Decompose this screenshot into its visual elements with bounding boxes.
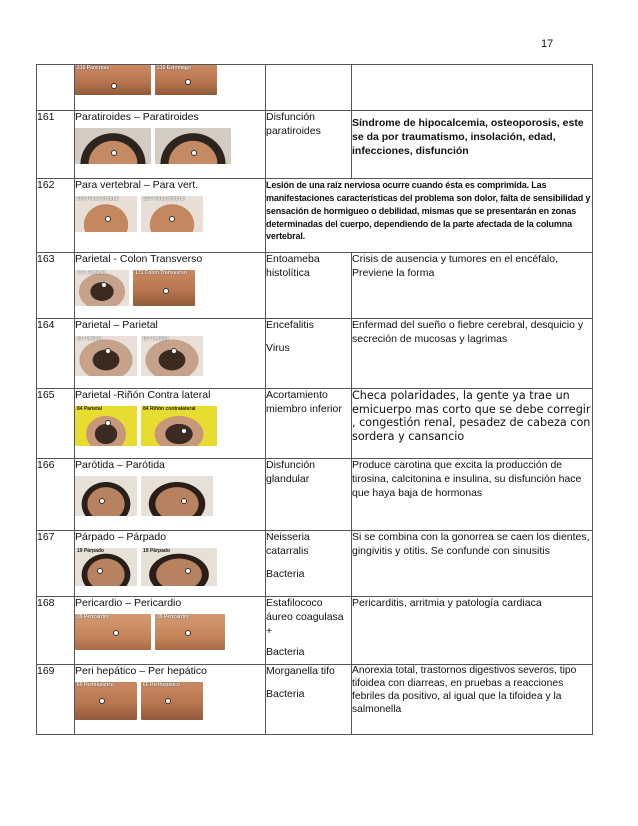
point-photo [75,476,137,516]
table-row [37,665,593,735]
point-photo: 256 Paravertebral [75,196,137,232]
row-number: 169 [37,665,75,735]
symptoms: Enfermad del sueño o fiebre cerebral, desquicio y secreción de mucosas y lagrimas [352,319,593,389]
point-photo: 39 Pericardio [75,614,151,650]
table-row [37,253,593,319]
point-pair-name: Parótida – Parótida [75,459,165,471]
page-number: 17 [541,38,554,50]
pathogen-type: Bacteria [266,687,305,700]
point-photo [155,128,231,164]
point-photo: 39 Pericardio [155,614,225,650]
point-photo [75,128,151,164]
point-photo: 83 Parietal [141,336,203,376]
pathogen: Morganella tifo [266,665,335,677]
point-photo [141,476,213,516]
table-row [37,389,593,459]
table-row [37,319,593,389]
table-row [37,597,593,665]
pathogen-type: Bacteria [266,567,305,580]
pathogen-type: Bacteria [266,645,305,658]
row-number: 163 [37,253,75,319]
table-row [37,111,593,179]
pathogen: Encefalitis [266,319,314,331]
symptoms: Anorexia total, trastornos digestivos severos, tipo tifoidea con diarreas, en pruebas a reacciones febriles da positivo, al igual que la tifoidea y la salmonella [352,665,593,735]
point-pair-name: Peri hepático – Per hepático [75,665,207,677]
symptoms: Checa polaridades, la gente ya trae un emicuerpo mas corto que se debe corregir , congestión renal, pesadez de cabeza con sordera y cansancio [352,389,593,459]
point-pair-name: Pericardio – Pericardio [75,597,182,609]
point-photo: 60 Perihepático [141,682,203,720]
row-number: 168 [37,597,75,665]
point-pair-name: Para vertebral – Para vert. [75,179,199,191]
point-pair-name: Parietal -Riñón Contra lateral [75,389,211,401]
pathogen: Acortamiento miembro inferior [266,389,342,415]
point-photo: 216 Estómago [155,65,217,95]
pathogen: Disfunción glandular [266,459,316,485]
row-number: 167 [37,531,75,597]
row-number: 166 [37,459,75,531]
pathogen: Neisseria catarralis [266,531,310,557]
symptoms: Pericarditis, arritmia y patología cardiaca [352,597,593,665]
pathogen: Estafilococo áureo coagulasa + [266,597,344,637]
row-number: 165 [37,389,75,459]
point-photo: 171 Colon Transverso [133,270,195,306]
point-pair-name: Paratiroides – Paratiroides [75,111,199,123]
table-row [37,459,593,531]
point-photo: 19 Párpado [141,548,217,586]
point-photo: 216 Pancreas [75,65,151,95]
pathogen: Entoameba histolítica [266,253,320,279]
symptoms: Lesión de una raíz nerviosa ocurre cuando ésta es comprimida. Las manifestaciones características del problema son dolor, falta de sensibilidad y sensación de hormigueo o debilidad, mismas que se presentarán en zonas determinadas del cuerpo, dependiendo de la parte afectada de la columna vertebral. [266,179,593,253]
symptoms: Crisis de ausencia y tumores en el encéfalo, Previene la forma [352,253,593,319]
point-photo: 84 Riñón contralateral [141,406,217,446]
point-pair-name: Párpado – Párpado [75,531,167,543]
table-row-continuation [37,65,593,111]
point-photo: 19 Párpado [75,548,137,586]
points-table [36,64,593,735]
point-photo: 84 Parietal [75,406,137,446]
pathogen: Disfunción paratiroides [266,111,321,137]
point-pair-name: Parietal - Colon Transverso [75,253,203,265]
pathogen-type: Virus [266,341,290,354]
point-photo: 83 Parietal [75,336,137,376]
symptoms: Síndrome de hipocalcemia, osteoporosis, este se da por traumatismo, insolación, edad, infecciones, disfunción [352,111,593,179]
row-number: 161 [37,111,75,179]
row-number: 164 [37,319,75,389]
row-number: 162 [37,179,75,253]
symptoms: Si se combina con la gonorrea se caen los dientes, gingivitis y otitis. Se confunde con sinusitis [352,531,593,597]
point-pair-name: Parietal – Parietal [75,319,158,331]
symptoms: Produce carotina que excita la producción de tirosina, calcitonina e insulina, su disfunción hace que haya baja de hormonas [352,459,593,531]
table-row [37,179,593,253]
point-photo: 171 Parietal [75,270,129,306]
table-row [37,531,593,597]
point-photo: 256 Paravertebral [141,196,203,232]
point-photo: 60 Perihepático [75,682,137,720]
